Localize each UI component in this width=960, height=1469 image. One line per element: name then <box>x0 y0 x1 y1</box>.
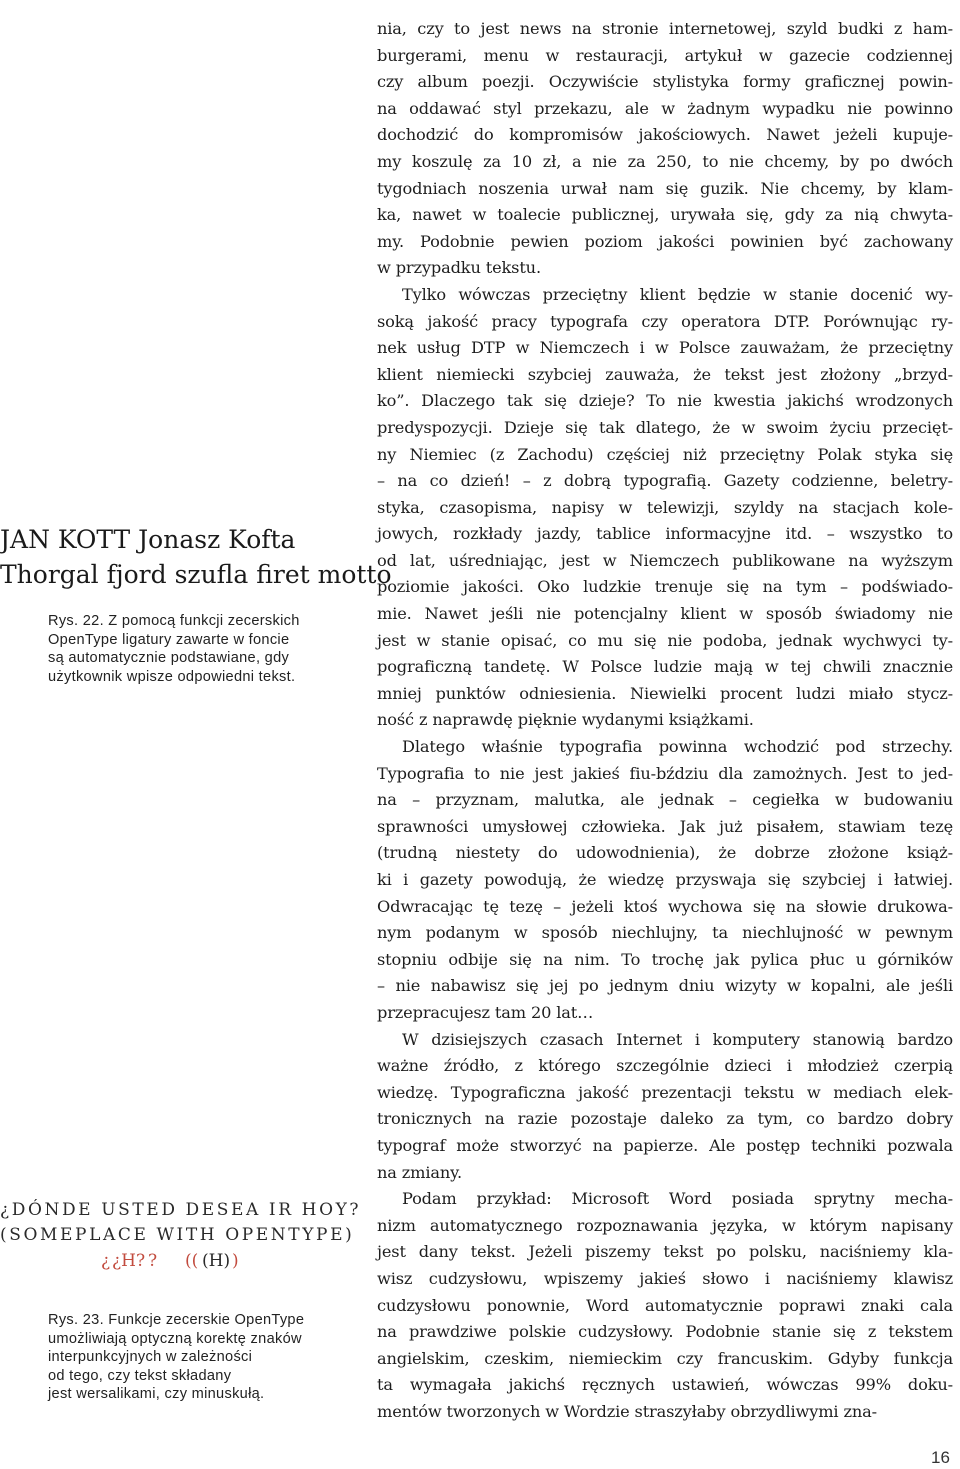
body-text-line: nia, czy to jest news na stronie internetowej, szyld budki z ham- <box>377 19 953 38</box>
glyph-inverted-question-lowercase: ¿ <box>101 1251 111 1271</box>
caption-line: interpunkcyjnych w zależności <box>48 1349 253 1365</box>
body-text-line: soką jakość pracy typografa czy operatora DTP. Porównując ry- <box>377 311 953 331</box>
page-number: 16 <box>931 1448 950 1467</box>
body-text-line: mniej punktów odniesienia. Niewielki procent ludzi miało stycz- <box>377 683 953 703</box>
body-text-line: w przypadku tekstu. <box>377 258 541 278</box>
body-text-line: jowych, rozkłady jazdy, tablice informacyjne itd. – wszystko to <box>377 524 953 544</box>
body-text-line: predyspozycji. Dzieje się tak dlatego, że w swoim życiu przecięt- <box>377 417 953 437</box>
body-text-line: my. Podobnie pewien poziom jakości powinien być zachowany <box>377 231 953 251</box>
body-text-line: (trudną niestety do udowodnienia), że dobrze złożone książ- <box>377 843 953 863</box>
body-text-line: nym podanym w sposób niechlujny, ta niechlujność w pewnym <box>377 923 953 943</box>
body-text-line: nek usług DTP w Niemczech i w Polsce zauważam, że przeciętny <box>377 338 953 358</box>
body-text-line: pograficzną tandetę. W Polsce ludzie mają w tej chwili znacznie <box>377 657 953 677</box>
body-text-line: jest w stanie opisać, co mu się nie podoba, jednak wychwyci ty- <box>377 630 953 650</box>
body-text-line: Typografia to nie jest jakieś fiu-bździu dla zamożnych. Jest to jed- <box>377 763 953 783</box>
glyph-parens-caps: (H) <box>202 1251 231 1271</box>
body-text-line: jest dany tekst. Jeżeli piszemy tekst po polsku, naciśniemy kla- <box>377 1242 953 1262</box>
body-text-line: na oddawać styl przekazu, ale w żadnym wypadku nie powinno <box>377 98 953 118</box>
figure-23-caption <box>48 1311 304 1404</box>
body-text-line: nizm automatycznego rozpoznawania języka, w którym napisany <box>377 1215 953 1235</box>
body-text-line: Podam przykład: Microsoft Word posiada sprytny mecha- <box>402 1189 953 1209</box>
body-text-line: przepracujesz tam 20 lat… <box>377 1002 594 1022</box>
body-text-line: my koszulę za 10 zł, a nie za 250, to nie chcemy, by po dwóch <box>377 151 953 171</box>
caps-sample-line-1: ¿DÓNDE USTED DESEA IR HOY? <box>0 1200 362 1220</box>
glyph-question-lowercase: ? <box>148 1251 158 1271</box>
body-text-line: klient niemiecki szybciej zauważa, że tekst jest złożony „brzyd- <box>377 364 953 384</box>
body-text-line: ność z naprawdę pięknie wydanymi książkami. <box>377 710 754 730</box>
ligature-sample <box>0 522 392 592</box>
ligature-sample-line-2: Thorgal fjord szufla firet motto <box>0 560 392 589</box>
body-text-line: tygodniach noszenia urwał nam się guzik. Nie chcemy, by klam- <box>377 178 953 198</box>
body-text-line: sprawności umysłowej człowieka. Jak już pisałem, stawiam tezę <box>377 816 953 836</box>
body-text-line: na prawdziwe polskie cudzysłowy. Podobnie stanie się z tekstem <box>377 1322 953 1342</box>
glyph-question-caps: ¿H? <box>112 1251 146 1271</box>
body-text-column <box>377 16 953 1425</box>
body-text-line: tronicznych na razie pozostaje daleko za tym, co bardzo dobry <box>377 1109 953 1129</box>
body-text-line: ważne źródło, z którego szczególnie dzieci i młodzież czerpią <box>377 1056 953 1076</box>
body-text-line: ki i gazety powodują, że wiedzę przyswaja się szybciej i łatwiej. <box>377 870 953 889</box>
figure-22-caption <box>48 612 300 686</box>
body-text-line: na – przyznam, malutka, ale jednak – cegiełka w budowaniu <box>377 790 953 810</box>
caption-line: Rys. 22. Z pomocą funkcji zecerskich <box>48 613 300 629</box>
body-text-line: na zmiany. <box>377 1162 462 1182</box>
body-text-line: ko”. Dlaczego tak się dzieje? To nie kwestia jakichś wrodzonych <box>377 391 953 411</box>
caption-line: OpenType ligatury zawarte w foncie <box>48 631 290 648</box>
body-text-line: Odwracając tę tezę – jeżeli ktoś wychowa się na słowie drukowa- <box>377 896 953 916</box>
glyph-comparison-row <box>0 1251 360 1277</box>
caption-line: umożliwiają optyczną korektę znaków <box>48 1330 302 1347</box>
caps-punctuation-sample <box>0 1198 360 1248</box>
body-text-line: burgerami, menu w restauracji, artykuł w gazecie codziennej <box>377 45 953 65</box>
caption-line: użytkownik wpisze odpowiedni tekst. <box>48 668 296 685</box>
body-text-line: ka, nawet w toalecie publicznej, urywała się, gdy za nią chwyta- <box>377 205 953 225</box>
body-text-line: czy album poezji. Oczywiście stylistyka formy graficznej powin- <box>377 72 953 92</box>
caps-sample-line-2: (SOMEPLACE WITH OPENTYPE) <box>0 1225 355 1245</box>
caption-line: jest wersalikami, czy minuskułą. <box>48 1386 265 1402</box>
body-text-line: wiedzę. Typograficzna jakość prezentacji tekstu w mediach elek- <box>377 1082 953 1102</box>
body-text-line: – na co dzień! – z dobrą typografią. Gazety codzienne, beletry- <box>377 471 953 491</box>
glyph-parens-lowercase: (( <box>185 1251 199 1271</box>
body-text-line: – nie nabawisz się jej po jednym dniu wizyty w kopalni, ale jeśli <box>377 976 953 996</box>
body-text-line: ny Niemiec (z Zachodu) częściej niż przeciętny Polak styka się <box>377 444 953 464</box>
caption-line: od tego, czy tekst składany <box>48 1367 232 1384</box>
body-text-line: styka, czasopisma, napisy w telewizji, szyldy na stacjach kole- <box>377 497 953 517</box>
body-text-line: mie. Nawet jeśli nie potencjalny klient w sposób świadomy nie <box>377 604 953 624</box>
body-text-line: cudzysłowu ponownie, Word automatycznie poprawi znaki cala <box>377 1295 953 1315</box>
body-text-line: Dlatego właśnie typografia powinna wchodzić pod strzechy. <box>402 737 953 757</box>
body-text-line: typograf może stworzyć na papierze. Ale postęp techniki pozwala <box>377 1135 953 1155</box>
body-text-line: mentów tworzonych w Wordzie straszyłaby obrzydliwymi zna- <box>377 1401 877 1421</box>
body-text-line: angielskim, czeskim, niemieckim czy francuskim. Gdyby funkcja <box>377 1348 953 1368</box>
caption-line: Rys. 23. Funkcje zecerskie OpenType <box>48 1312 305 1328</box>
caption-line: są automatycznie podstawiane, gdy <box>48 650 290 666</box>
body-text-line: dochodzić do kompromisów jakościowych. Nawet jeżeli kupuje- <box>377 125 953 145</box>
body-text-line: poziomie jakości. Oko ludzkie trenuje się na tym – podświado- <box>377 577 953 597</box>
body-text-line: od lat, uśredniając, jest w Niemczech publikowane na wyższym <box>377 550 953 570</box>
glyph-paren-lowercase: ) <box>232 1251 239 1271</box>
body-text-line: W dzisiejszych czasach Internet i komputery stanowią bardzo <box>402 1029 953 1049</box>
body-text-line: Tylko wówczas przeciętny klient będzie w stanie docenić wy- <box>402 284 953 304</box>
body-text-line: ta wymagała jakichś ręcznych ustawień, wówczas 99% doku- <box>377 1375 953 1395</box>
body-text-line: stopniu odbije się na nim. To trochę jak pylica płuc u górników <box>377 949 953 969</box>
ligature-sample-line-1: JAN KOTT Jonasz Kofta <box>0 525 296 554</box>
body-text-line: wisz cudzysłowu, wpiszemy jakieś słowo i naciśniemy klawisz <box>377 1268 953 1288</box>
